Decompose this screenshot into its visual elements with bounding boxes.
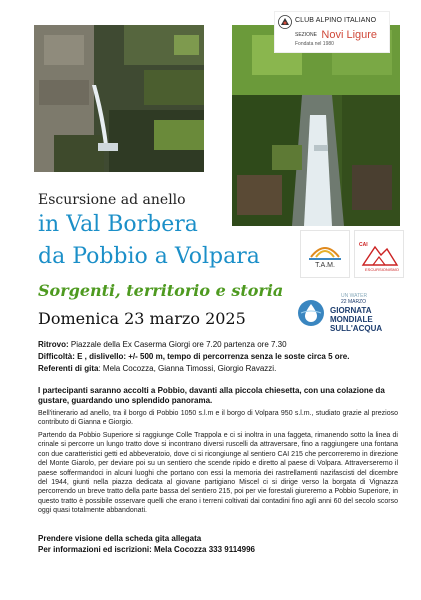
waterfall-wall-photo: [34, 25, 204, 172]
cai-club-name: CLUB ALPINO ITALIANO: [295, 17, 377, 24]
cai-escursionismo-logo: [354, 230, 404, 278]
ritrovo-label: Ritrovo:: [38, 340, 69, 349]
event-title-line1: in Val Borbera: [38, 212, 198, 237]
cai-small-sub: ESCURSIONISMO: [365, 267, 400, 272]
cai-small-label: CAI: [359, 242, 368, 248]
event-subtitle: Sorgenti, territorio e storia: [38, 281, 284, 300]
cai-emblem-icon: [278, 15, 292, 29]
closing-note: Prendere visione della scheda gita allegata: [38, 534, 202, 543]
tam-sun-icon: [307, 237, 343, 261]
info-referenti: [38, 364, 400, 374]
referenti-text: : Mela Cocozza, Gianna Timossi, Giorgio Ravazzi.: [98, 364, 277, 373]
info-ritrovo: [38, 340, 400, 350]
contact-info: Per informazioni ed iscrizioni: Mela Cocozza 333 9114996: [38, 545, 255, 554]
water-date: 22 MARZO: [341, 299, 367, 305]
world-water-day-logo: [297, 293, 405, 333]
cai-novi-ligure-logo: [275, 12, 389, 52]
cai-section-name: Novi Ligure: [321, 28, 378, 41]
tam-text: T.A.M.: [315, 262, 335, 269]
info-difficolta: [38, 352, 400, 362]
event-date: Domenica 23 marzo 2025: [38, 309, 246, 328]
forest-stream-photo: [232, 25, 400, 226]
water-line3: SULL'ACQUA: [330, 324, 383, 333]
water-org: UN WATER: [341, 293, 368, 299]
ritrovo-text: Piazzale della Ex Caserma Giorgi ore 7.20 partenza ore 7.30: [68, 340, 287, 349]
cai-sezione-label: SEZIONE: [295, 31, 317, 38]
description-paragraph-2: Partendo da Pobbio Superiore si raggiunge Colle Trappola e ci si inoltra in una faggeta, rimanendo sotto la linea di crinale si percorre un lungo tratto dove si incontrano diversi ruscelli da attraversare, fino a raggiungere una fontana con due caratteristici getti ed abbeveratoio, dove ci si ricongiunge al sentiero CAI 215 che percorreremo in direzione del Monte Giarolo, per deviare poi su un sentiero che scende ripido e diretto al paese di Volpara. Attraverseremo il paese soffermandoci in alcuni luoghi che portano con essi la memoria dei rastrellamenti nazifascisti del dicembre del 1944, giunti nella piazza dedicata al giovane partigiano Miscel ci si dirige verso la borgata di Vignazza percorrendo un breve tratto della parte bassa del sentiero 215, poi per vie forestali giureremo a Pobbio Superiore, in questo tratto è possibile osservare quelli che erano i terreni coltivati dai contadini fino agli anni 60 del secolo scorso oggi quasi totalmente abbandonati.: [38, 432, 398, 515]
description-paragraph-1: Bell'itinerario ad anello, tra il borgo di Pobbio 1050 s.l.m e il borgo di Volpara 950 s.l.m., studiato grazie al prezioso contributo di Gianna e Giorgio.: [38, 410, 398, 427]
water-line1: GIORNATA: [330, 306, 372, 315]
water-globe-icon: [297, 299, 325, 327]
water-line2: MONDIALE: [330, 315, 373, 324]
difficolta-text: Difficoltà: E , dislivello: +/- 500 m, tempo di percorrenza senza le soste circa 5 ore.: [38, 352, 350, 361]
event-title-line2: da Pobbio a Volpara: [38, 244, 260, 269]
referenti-label: Referenti di gita: [38, 364, 99, 373]
tam-logo: [300, 230, 350, 278]
cai-founded: Fondata nel 1980: [295, 41, 334, 47]
event-eyebrow: Escursione ad anello: [38, 192, 186, 208]
intro-paragraph: I partecipanti saranno accolti a Pobbio, davanti alla piccola chiesetta, con una colazione da gustare, guardando uno splendido panorama.: [38, 386, 385, 405]
